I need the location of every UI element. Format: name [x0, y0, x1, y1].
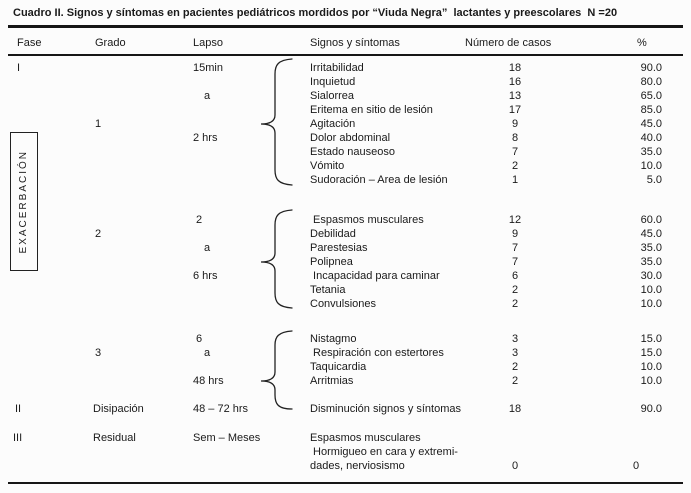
symptom-cell: Nistagmo: [310, 333, 357, 345]
exacerbacion-label: EXACERBACIÓN: [18, 149, 29, 254]
symptom-cell: Sialorrea: [310, 90, 355, 102]
grado-value-disipacion: Disipación: [93, 403, 144, 415]
cases-cell: 2: [511, 361, 519, 373]
symptom-cell: Arritmias: [310, 375, 354, 387]
column-header-lapso: Lapso: [193, 37, 223, 49]
pct-cell: 35.0: [640, 256, 662, 268]
grado-value-2: 2: [95, 228, 102, 240]
cases-cell: 7: [511, 256, 519, 268]
pct-cell: 15.0: [640, 333, 662, 345]
pct-cell: 45.0: [640, 228, 662, 240]
pct-cell: 35.0: [640, 242, 662, 254]
table-title: Cuadro II. Signos y síntomas en pacientes pediátricos mordidos por “Viuda Negra” lactantes y preescolares N =20: [13, 7, 618, 19]
cases-cell: 9: [511, 228, 519, 240]
pct-cell: 10.0: [640, 284, 662, 296]
fase-value-I: I: [17, 62, 21, 74]
column-header-signos: Signos y síntomas: [310, 37, 400, 49]
lapso-g3-mid: a: [204, 347, 211, 359]
symptom-cell: Polipnea: [310, 256, 353, 268]
symptom-cell: Incapacidad para caminar: [310, 270, 440, 282]
cases-cell: 6: [511, 270, 519, 282]
cases-cell: 2: [511, 298, 519, 310]
pct-cell: 0: [633, 460, 640, 472]
lapso-fase3: Sem – Meses: [193, 432, 261, 444]
pct-cell: 90.0: [640, 403, 662, 415]
cases-cell: 3: [511, 333, 519, 345]
cases-cell: 7: [511, 146, 519, 158]
lapso-g3-start: 6: [196, 333, 203, 345]
symptom-cell: Eritema en sitio de lesión: [310, 104, 433, 116]
cases-cell: 2: [511, 284, 519, 296]
lapso-g3-end: 48 hrs: [193, 375, 224, 387]
cases-cell: 13: [508, 90, 522, 102]
symptom-cell: Convulsiones: [310, 298, 377, 310]
cases-cell: 16: [508, 76, 522, 88]
cases-cell: 2: [511, 160, 519, 172]
symptom-cell: Taquicardia: [310, 361, 367, 373]
symptom-cell: Estado nauseoso: [310, 146, 396, 158]
grado-value-residual: Residual: [93, 432, 136, 444]
exacerbacion-box: [10, 132, 38, 271]
pct-cell: 85.0: [640, 104, 662, 116]
symptom-cell: dades, nerviosismo: [310, 460, 405, 472]
column-header-grado: Grado: [95, 37, 126, 49]
pct-cell: 10.0: [640, 298, 662, 310]
column-header-casos: Número de casos: [465, 37, 552, 49]
brace-group-1: [248, 57, 296, 187]
lapso-fase2: 48 – 72 hrs: [193, 403, 249, 415]
symptom-cell: Sudoración – Area de lesión: [310, 174, 448, 186]
symptom-cell: Disminución signos y síntomas: [310, 403, 462, 415]
pct-cell: 90.0: [640, 62, 662, 74]
column-header-fase: Fase: [17, 37, 42, 49]
cases-cell: 1: [511, 174, 519, 186]
lapso-g2-mid: a: [204, 242, 211, 254]
bottom-divider: [8, 482, 683, 484]
symptom-cell: Dolor abdominal: [310, 132, 391, 144]
cases-cell: 18: [508, 403, 522, 415]
cases-cell: 8: [511, 132, 519, 144]
cases-cell: 7: [511, 242, 519, 254]
cases-cell: 2: [511, 375, 519, 387]
header-divider: [8, 54, 683, 56]
fase-value-III: III: [13, 432, 23, 444]
symptom-cell: Espasmos musculares: [310, 432, 421, 444]
symptom-cell: Inquietud: [310, 76, 356, 88]
pct-cell: 45.0: [640, 118, 662, 130]
column-header-pct: %: [637, 37, 647, 49]
cases-cell: 18: [508, 62, 522, 74]
symptom-cell: Espasmos musculares: [310, 214, 424, 226]
symptom-cell: Parestesias: [310, 242, 368, 254]
lapso-g1-start: 15min: [193, 62, 223, 74]
cases-cell: 9: [511, 118, 519, 130]
pct-cell: 60.0: [640, 214, 662, 226]
pct-cell: 5.0: [646, 174, 662, 186]
symptom-cell: Tetania: [310, 284, 346, 296]
lapso-g1-end: 2 hrs: [193, 132, 218, 144]
pct-cell: 15.0: [640, 347, 662, 359]
pct-cell: 40.0: [640, 132, 662, 144]
pct-cell: 10.0: [640, 160, 662, 172]
fase-value-II: II: [15, 403, 22, 415]
pct-cell: 30.0: [640, 270, 662, 282]
symptom-cell: Agitación: [310, 118, 356, 130]
pct-cell: 35.0: [640, 146, 662, 158]
symptom-cell: Respiración con estertores: [310, 347, 444, 359]
cases-cell: 12: [508, 214, 522, 226]
grado-value-1: 1: [95, 118, 102, 130]
cases-cell: 0: [511, 460, 519, 472]
pct-cell: 80.0: [640, 76, 662, 88]
brace-group-3: [248, 329, 296, 411]
lapso-g1-mid: a: [204, 90, 211, 102]
pct-cell: 10.0: [640, 361, 662, 373]
symptom-cell: Vómito: [310, 160, 345, 172]
grado-value-3: 3: [95, 347, 102, 359]
lapso-g2-end: 6 hrs: [193, 270, 218, 282]
cases-cell: 3: [511, 347, 519, 359]
pct-cell: 65.0: [640, 90, 662, 102]
symptom-cell: Debilidad: [310, 228, 356, 240]
lapso-g2-start: 2: [196, 214, 203, 226]
symptom-cell: Hormigueo en cara y extremi-: [310, 446, 458, 458]
brace-group-2: [248, 208, 296, 310]
pct-cell: 10.0: [640, 375, 662, 387]
title-divider: [8, 25, 683, 28]
symptom-cell: Irritabilidad: [310, 62, 364, 74]
cases-cell: 17: [508, 104, 522, 116]
